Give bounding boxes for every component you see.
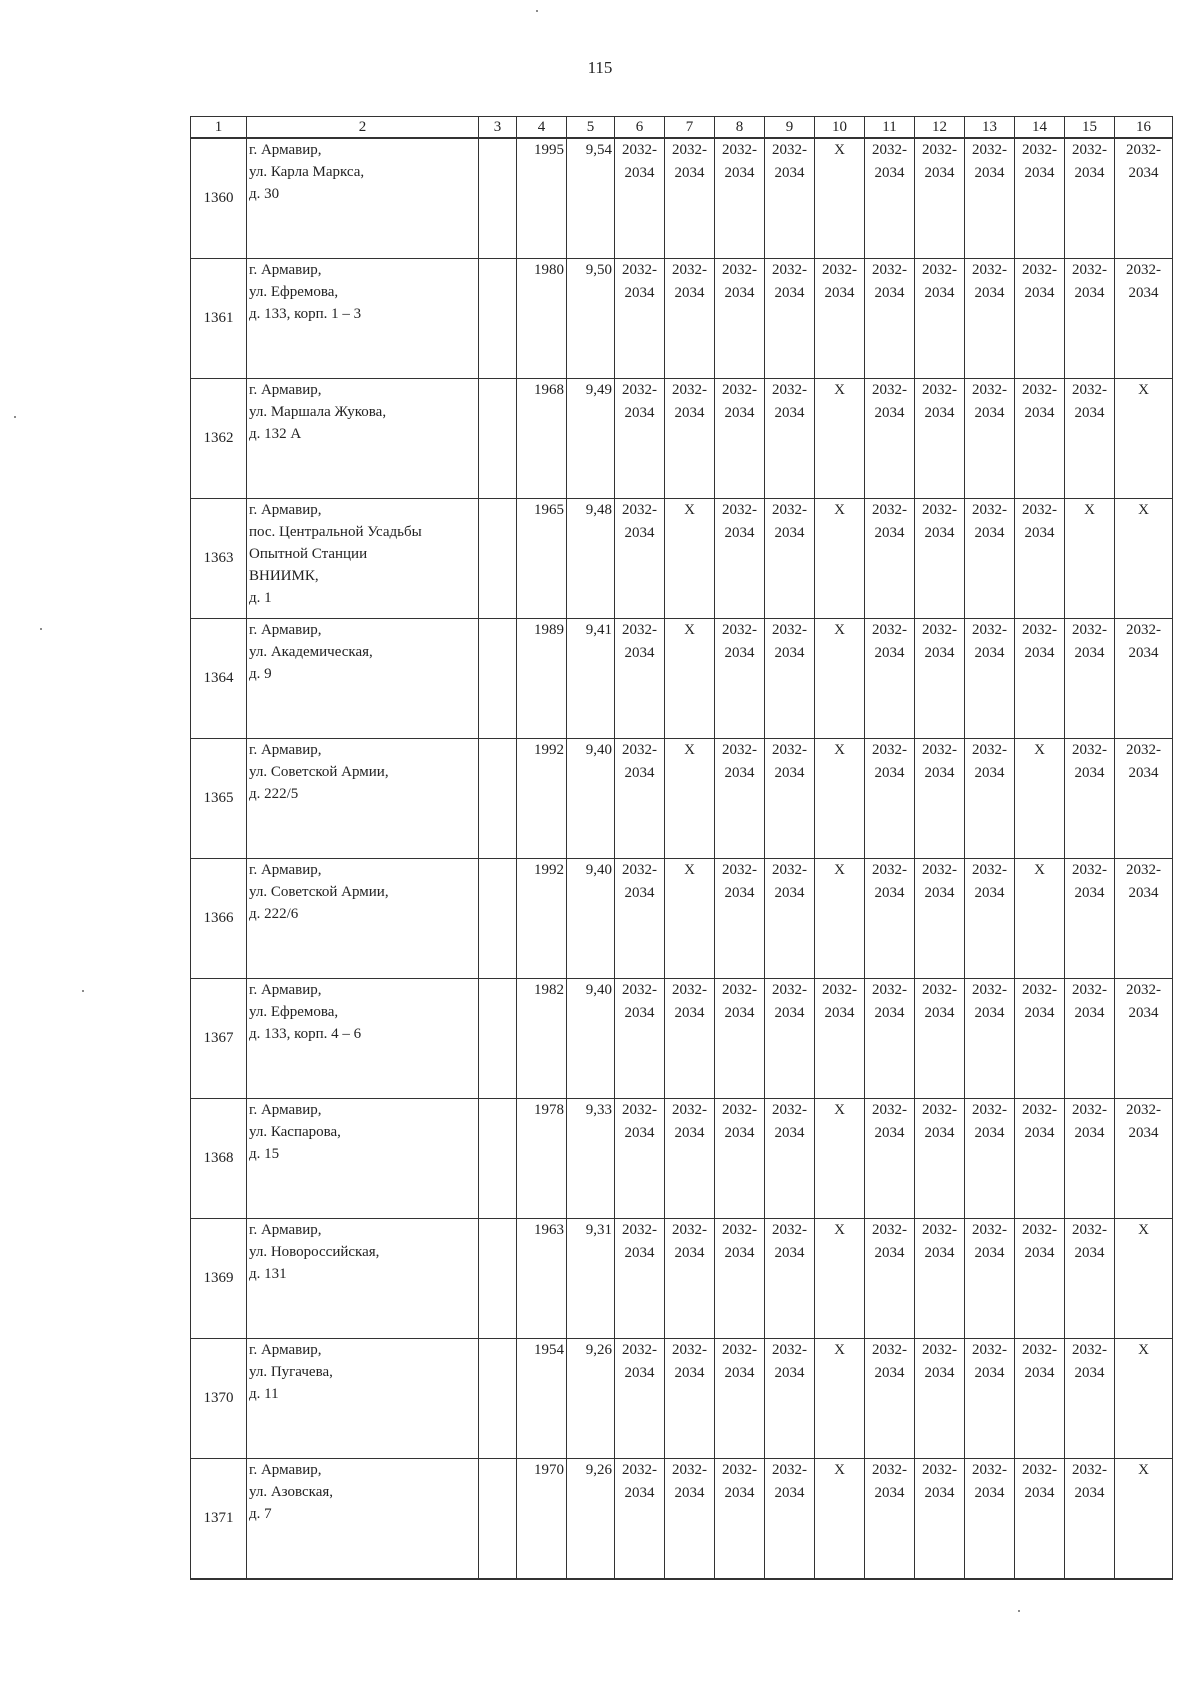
table-row [191,138,1173,259]
period-cell-col-13: 2032- 2034 [965,859,1015,979]
col3-cell [479,1219,517,1339]
period-cell-col-10: X [815,138,865,259]
period-cell-col-7: 2032- 2034 [665,379,715,499]
year-cell: 1995 [517,138,567,259]
period-cell-col-7: 2032- 2034 [665,1339,715,1459]
period-cell-col-8: 2032- 2034 [715,379,765,499]
period-cell-col-13: 2032- 2034 [965,979,1015,1099]
period-cell-col-13: 2032- 2034 [965,138,1015,259]
period-cell-col-14: 2032- 2034 [1015,379,1065,499]
period-cell-col-16: X [1115,499,1173,619]
col3-cell [479,859,517,979]
table-row [191,1219,1173,1339]
period-cell-col-13: 2032- 2034 [965,259,1015,379]
scan-speck [40,628,42,630]
column-header-9: 9 [765,117,815,139]
row-number: 1361 [191,259,247,379]
row-number: 1371 [191,1459,247,1580]
rate-cell: 9,50 [567,259,615,379]
period-cell-col-9: 2032- 2034 [765,1339,815,1459]
period-cell-col-7: 2032- 2034 [665,1099,715,1219]
period-cell-col-16: 2032- 2034 [1115,979,1173,1099]
row-number: 1370 [191,1339,247,1459]
rate-cell: 9,40 [567,979,615,1099]
period-cell-col-11: 2032- 2034 [865,1339,915,1459]
period-cell-col-16: 2032- 2034 [1115,259,1173,379]
period-cell-col-9: 2032- 2034 [765,1099,815,1219]
column-header-1: 1 [191,117,247,139]
rate-cell: 9,40 [567,739,615,859]
period-cell-col-16: X [1115,1339,1173,1459]
column-header-8: 8 [715,117,765,139]
col3-cell [479,619,517,739]
table-row [191,859,1173,979]
period-cell-col-14: 2032- 2034 [1015,1099,1065,1219]
period-cell-col-16: X [1115,1219,1173,1339]
col3-cell [479,1099,517,1219]
period-cell-col-7: 2032- 2034 [665,1219,715,1339]
row-number: 1368 [191,1099,247,1219]
period-cell-col-10: 2032- 2034 [815,259,865,379]
address-cell: г. Армавир, ул. Каспарова, д. 15 [247,1099,479,1219]
period-cell-col-15: 2032- 2034 [1065,138,1115,259]
col3-cell [479,739,517,859]
row-number: 1367 [191,979,247,1099]
row-number: 1360 [191,138,247,259]
period-cell-col-10: X [815,619,865,739]
period-cell-col-11: 2032- 2034 [865,859,915,979]
period-cell-col-12: 2032- 2034 [915,138,965,259]
year-cell: 1970 [517,1459,567,1580]
period-cell-col-10: X [815,739,865,859]
year-cell: 1965 [517,499,567,619]
period-cell-col-13: 2032- 2034 [965,619,1015,739]
period-cell-col-9: 2032- 2034 [765,379,815,499]
scan-speck [82,990,84,992]
year-cell: 1989 [517,619,567,739]
period-cell-col-15: 2032- 2034 [1065,859,1115,979]
period-cell-col-7: 2032- 2034 [665,138,715,259]
table-row [191,739,1173,859]
period-cell-col-9: 2032- 2034 [765,979,815,1099]
period-cell-col-12: 2032- 2034 [915,259,965,379]
period-cell-col-8: 2032- 2034 [715,138,765,259]
rate-cell: 9,31 [567,1219,615,1339]
table-row [191,259,1173,379]
period-cell-col-8: 2032- 2034 [715,499,765,619]
rate-cell: 9,26 [567,1459,615,1580]
period-cell-col-7: X [665,859,715,979]
period-cell-col-13: 2032- 2034 [965,739,1015,859]
period-cell-col-13: 2032- 2034 [965,1099,1015,1219]
period-cell-col-15: 2032- 2034 [1065,259,1115,379]
year-cell: 1982 [517,979,567,1099]
period-cell-col-10: X [815,1099,865,1219]
period-cell-col-6: 2032- 2034 [615,859,665,979]
period-cell-col-9: 2032- 2034 [765,1459,815,1580]
period-cell-col-7: 2032- 2034 [665,259,715,379]
period-cell-col-14: 2032- 2034 [1015,138,1065,259]
period-cell-col-8: 2032- 2034 [715,859,765,979]
period-cell-col-8: 2032- 2034 [715,1099,765,1219]
column-header-12: 12 [915,117,965,139]
period-cell-col-14: 2032- 2034 [1015,1339,1065,1459]
year-cell: 1963 [517,1219,567,1339]
period-cell-col-8: 2032- 2034 [715,1459,765,1580]
period-cell-col-14: 2032- 2034 [1015,619,1065,739]
period-cell-col-12: 2032- 2034 [915,739,965,859]
table-row [191,499,1173,619]
period-cell-col-13: 2032- 2034 [965,379,1015,499]
period-cell-col-8: 2032- 2034 [715,979,765,1099]
column-header-4: 4 [517,117,567,139]
period-cell-col-12: 2032- 2034 [915,1219,965,1339]
column-header-11: 11 [865,117,915,139]
period-cell-col-6: 2032- 2034 [615,1219,665,1339]
address-cell: г. Армавир, ул. Советской Армии, д. 222/6 [247,859,479,979]
period-cell-col-11: 2032- 2034 [865,619,915,739]
address-cell: г. Армавир, ул. Ефремова, д. 133, корп. 4 – 6 [247,979,479,1099]
period-cell-col-14: 2032- 2034 [1015,259,1065,379]
period-cell-col-12: 2032- 2034 [915,1099,965,1219]
period-cell-col-15: 2032- 2034 [1065,1099,1115,1219]
period-cell-col-7: 2032- 2034 [665,979,715,1099]
address-cell: г. Армавир, ул. Ефремова, д. 133, корп. 1 – 3 [247,259,479,379]
column-number-header-row [191,117,1173,139]
period-cell-col-15: 2032- 2034 [1065,739,1115,859]
column-header-3: 3 [479,117,517,139]
period-cell-col-6: 2032- 2034 [615,739,665,859]
period-cell-col-11: 2032- 2034 [865,138,915,259]
period-cell-col-9: 2032- 2034 [765,619,815,739]
period-cell-col-10: X [815,859,865,979]
period-cell-col-12: 2032- 2034 [915,1339,965,1459]
year-cell: 1978 [517,1099,567,1219]
period-cell-col-15: 2032- 2034 [1065,1219,1115,1339]
period-cell-col-9: 2032- 2034 [765,739,815,859]
table-body [191,117,1173,1580]
period-cell-col-15: X [1065,499,1115,619]
period-cell-col-11: 2032- 2034 [865,1219,915,1339]
period-cell-col-8: 2032- 2034 [715,1219,765,1339]
table-row [191,379,1173,499]
period-cell-col-7: X [665,499,715,619]
period-cell-col-10: X [815,1459,865,1580]
column-header-15: 15 [1065,117,1115,139]
column-header-6: 6 [615,117,665,139]
period-cell-col-14: X [1015,739,1065,859]
period-cell-col-10: X [815,1219,865,1339]
table-row [191,1339,1173,1459]
period-cell-col-10: 2032- 2034 [815,979,865,1099]
period-cell-col-16: 2032- 2034 [1115,739,1173,859]
table-row [191,1459,1173,1580]
period-cell-col-16: 2032- 2034 [1115,138,1173,259]
period-cell-col-9: 2032- 2034 [765,499,815,619]
column-header-10: 10 [815,117,865,139]
col3-cell [479,379,517,499]
row-number: 1365 [191,739,247,859]
column-header-7: 7 [665,117,715,139]
column-header-13: 13 [965,117,1015,139]
row-number: 1369 [191,1219,247,1339]
period-cell-col-7: 2032- 2034 [665,1459,715,1580]
col3-cell [479,1339,517,1459]
rate-cell: 9,48 [567,499,615,619]
period-cell-col-15: 2032- 2034 [1065,1339,1115,1459]
period-cell-col-12: 2032- 2034 [915,619,965,739]
period-cell-col-16: X [1115,379,1173,499]
table-row [191,1099,1173,1219]
col3-cell [479,259,517,379]
year-cell: 1980 [517,259,567,379]
period-cell-col-8: 2032- 2034 [715,739,765,859]
period-cell-col-16: 2032- 2034 [1115,859,1173,979]
period-cell-col-13: 2032- 2034 [965,1339,1015,1459]
year-cell: 1992 [517,859,567,979]
period-cell-col-14: 2032- 2034 [1015,979,1065,1099]
period-cell-col-9: 2032- 2034 [765,1219,815,1339]
period-cell-col-11: 2032- 2034 [865,739,915,859]
col3-cell [479,499,517,619]
column-header-14: 14 [1015,117,1065,139]
period-cell-col-13: 2032- 2034 [965,499,1015,619]
period-cell-col-12: 2032- 2034 [915,979,965,1099]
period-cell-col-8: 2032- 2034 [715,619,765,739]
col3-cell [479,1459,517,1580]
year-cell: 1954 [517,1339,567,1459]
period-cell-col-16: 2032- 2034 [1115,619,1173,739]
rate-cell: 9,33 [567,1099,615,1219]
period-cell-col-11: 2032- 2034 [865,1459,915,1580]
period-cell-col-6: 2032- 2034 [615,1099,665,1219]
period-cell-col-12: 2032- 2034 [915,499,965,619]
period-cell-col-6: 2032- 2034 [615,1339,665,1459]
col3-cell [479,138,517,259]
period-cell-col-7: X [665,619,715,739]
period-cell-col-6: 2032- 2034 [615,379,665,499]
period-cell-col-11: 2032- 2034 [865,1099,915,1219]
rate-cell: 9,41 [567,619,615,739]
period-cell-col-6: 2032- 2034 [615,138,665,259]
row-number: 1366 [191,859,247,979]
period-cell-col-11: 2032- 2034 [865,499,915,619]
period-cell-col-11: 2032- 2034 [865,979,915,1099]
address-cell: г. Армавир, ул. Советской Армии, д. 222/5 [247,739,479,859]
housing-registry-table [190,116,1173,1580]
period-cell-col-9: 2032- 2034 [765,259,815,379]
page-number: 115 [587,58,613,77]
year-cell: 1992 [517,739,567,859]
period-cell-col-7: X [665,739,715,859]
period-cell-col-6: 2032- 2034 [615,259,665,379]
row-number: 1364 [191,619,247,739]
address-cell: г. Армавир, ул. Маршала Жукова, д. 132 А [247,379,479,499]
rate-cell: 9,54 [567,138,615,259]
year-cell: 1968 [517,379,567,499]
period-cell-col-10: X [815,379,865,499]
period-cell-col-8: 2032- 2034 [715,1339,765,1459]
period-cell-col-16: 2032- 2034 [1115,1099,1173,1219]
address-cell: г. Армавир, пос. Центральной Усадьбы Опытной Станции ВНИИМК, д. 1 [247,499,479,619]
table-row [191,619,1173,739]
period-cell-col-11: 2032- 2034 [865,379,915,499]
column-header-16: 16 [1115,117,1173,139]
period-cell-col-13: 2032- 2034 [965,1219,1015,1339]
period-cell-col-13: 2032- 2034 [965,1459,1015,1580]
period-cell-col-10: X [815,1339,865,1459]
period-cell-col-6: 2032- 2034 [615,979,665,1099]
period-cell-col-6: 2032- 2034 [615,1459,665,1580]
period-cell-col-8: 2032- 2034 [715,259,765,379]
column-header-2: 2 [247,117,479,139]
rate-cell: 9,26 [567,1339,615,1459]
column-header-5: 5 [567,117,615,139]
period-cell-col-14: 2032- 2034 [1015,499,1065,619]
scan-speck [1018,1610,1020,1612]
period-cell-col-15: 2032- 2034 [1065,979,1115,1099]
period-cell-col-16: X [1115,1459,1173,1580]
table-row [191,979,1173,1099]
col3-cell [479,979,517,1099]
address-cell: г. Армавир, ул. Азовская, д. 7 [247,1459,479,1580]
period-cell-col-15: 2032- 2034 [1065,379,1115,499]
period-cell-col-6: 2032- 2034 [615,499,665,619]
address-cell: г. Армавир, ул. Академическая, д. 9 [247,619,479,739]
period-cell-col-14: X [1015,859,1065,979]
period-cell-col-6: 2032- 2034 [615,619,665,739]
period-cell-col-15: 2032- 2034 [1065,619,1115,739]
period-cell-col-9: 2032- 2034 [765,138,815,259]
scan-speck [14,416,16,418]
row-number: 1362 [191,379,247,499]
rate-cell: 9,40 [567,859,615,979]
period-cell-col-11: 2032- 2034 [865,259,915,379]
row-number: 1363 [191,499,247,619]
period-cell-col-10: X [815,499,865,619]
period-cell-col-12: 2032- 2034 [915,1459,965,1580]
address-cell: г. Армавир, ул. Пугачева, д. 11 [247,1339,479,1459]
period-cell-col-14: 2032- 2034 [1015,1459,1065,1580]
scan-speck [536,10,538,12]
address-cell: г. Армавир, ул. Новороссийская, д. 131 [247,1219,479,1339]
period-cell-col-15: 2032- 2034 [1065,1459,1115,1580]
period-cell-col-14: 2032- 2034 [1015,1219,1065,1339]
period-cell-col-9: 2032- 2034 [765,859,815,979]
rate-cell: 9,49 [567,379,615,499]
address-cell: г. Армавир, ул. Карла Маркса, д. 30 [247,138,479,259]
period-cell-col-12: 2032- 2034 [915,859,965,979]
period-cell-col-12: 2032- 2034 [915,379,965,499]
